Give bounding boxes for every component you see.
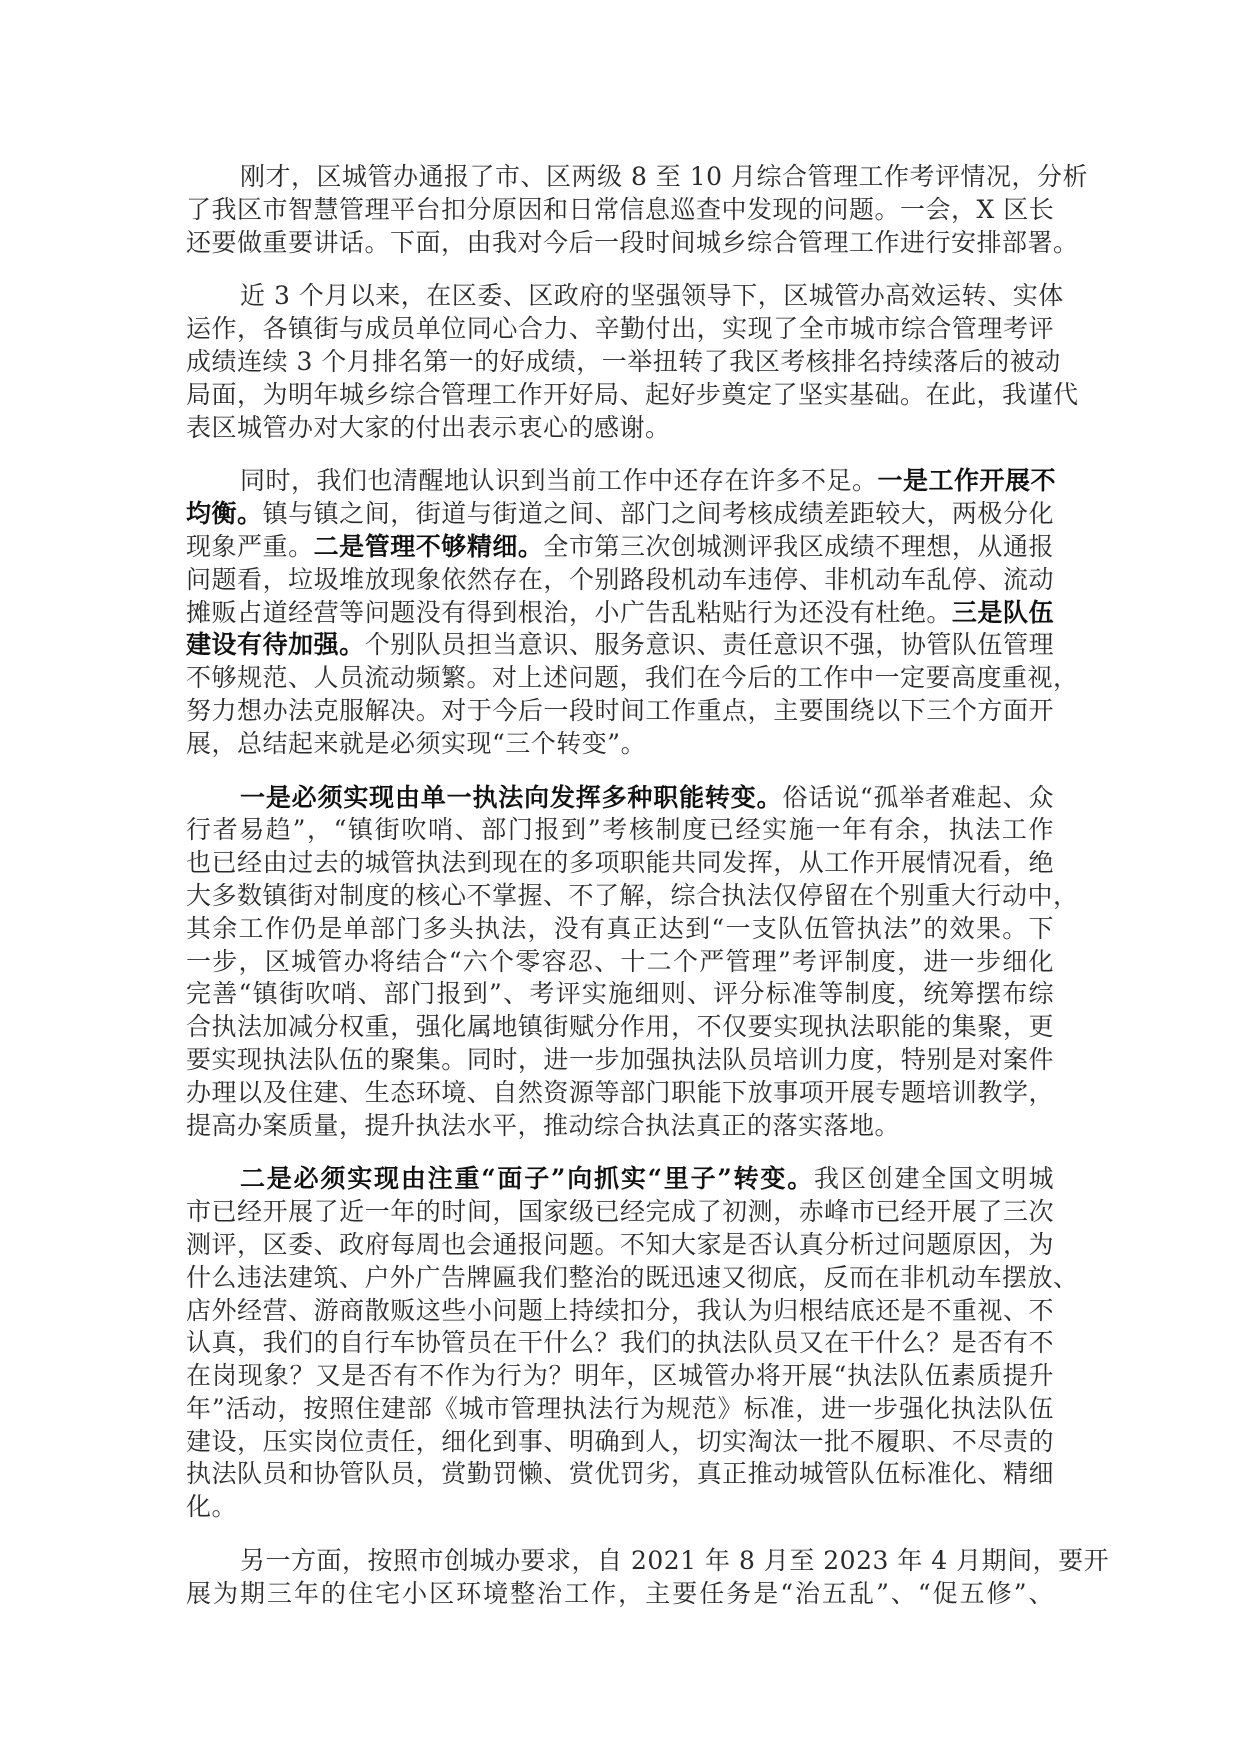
text-line (186, 465, 1057, 498)
text-line (186, 1545, 1110, 1578)
bold-heading-text: 三是队伍 (951, 597, 1054, 627)
body-text: 现象严重。 (186, 531, 314, 561)
paragraph (186, 1545, 1110, 1611)
text-line (186, 498, 1054, 531)
body-text: 表区城管办对大家的付出表示衷心的感谢。 (186, 412, 671, 442)
body-text: 另一方面，按照市创城办要求，自 2021 年 8 月至 2023 年 4 月期间，要开 (240, 1546, 1110, 1576)
body-text: 大多数镇街对制度的核心不掌握、不了解，综合执法仅停留在个别重大行动中， (186, 880, 1079, 910)
text-line (186, 978, 1054, 1011)
text-line (186, 346, 1061, 379)
text-line (186, 662, 1079, 695)
body-text: 执法队员和协管队员，赏勤罚懒、赏优罚劣，真正推动城管队伍标准化、精细 (186, 1459, 1054, 1489)
text-line (186, 913, 1054, 946)
body-text: 个别队员担当意识、服务意识、责任意识不强，协管队伍管理 (364, 630, 1054, 660)
paragraph (186, 465, 1079, 760)
bold-heading-text: 一是必须实现由单一执法向发挥多种职能转变。 (240, 782, 783, 812)
body-text: 我区创建全国文明城 (814, 1164, 1054, 1194)
text-line (186, 412, 1054, 445)
paragraph (186, 782, 1079, 1143)
bold-heading-text: 二是管理不够精细。 (313, 531, 544, 561)
text-line (186, 1360, 1054, 1393)
text-line (186, 1262, 1079, 1295)
body-text: 其余工作仍是单部门多头执法，没有真正达到“一支队伍管执法”的效果。下 (186, 913, 1054, 943)
text-line (186, 1295, 1054, 1328)
body-text: 不够规范、人员流动频繁。对上述问题，我们在今后的工作中一定要高度重视， (186, 663, 1079, 693)
body-text: 店外经营、游商散贩这些小问题上持续扣分，我认为归根结底还是不重视、不 (186, 1295, 1054, 1325)
text-line (186, 1196, 1054, 1229)
body-text: 刚才，区城管办通报了市、区两级 8 至 10 月综合管理工作考评情况，分析 (240, 162, 1089, 191)
body-text: 努力想办法克服解决。对于今后一段时间工作重点，主要围绕以下三个方面开 (186, 695, 1054, 725)
bold-heading-text: 二是必须实现由注重“面子”向抓实“里子”转变。 (240, 1164, 815, 1194)
body-text: 全市第三次创城测评我区成绩不理想，从通报 (543, 531, 1054, 561)
text-line (186, 313, 1054, 346)
body-text: 办理以及住建、生态环境、自然资源等部门职能下放事项开展专题培训教学， (186, 1077, 1054, 1107)
text-line (186, 1110, 1054, 1143)
body-text: 提高办案质量，提升执法水平，推动综合执法真正的落实落地。 (186, 1110, 901, 1140)
text-line (186, 1044, 1054, 1077)
body-text: 成绩连续 3 个月排名第一的好成绩，一举扭转了我区考核排名持续落后的被动 (186, 346, 1061, 376)
body-text: 化。 (186, 1492, 238, 1522)
text-line (186, 280, 1064, 313)
body-text: 近 3 个月以来，在区委、区政府的坚强领导下，区城管办高效运转、实体 (240, 281, 1064, 311)
body-text: 完善“镇街吹哨、部门报到”、考评实施细则、评分标准等制度，统筹摆布综 (186, 979, 1054, 1009)
paragraph (186, 280, 1079, 444)
text-line (186, 1578, 1054, 1611)
body-text: 摊贩占道经营等问题没有得到根治，小广告乱粘贴行为还没有杜绝。 (186, 597, 952, 627)
text-line (186, 880, 1079, 913)
text-line (186, 1393, 1054, 1426)
body-text: 要实现执法队伍的聚集。同时，进一步加强执法队员培训力度，特别是对案件 (186, 1044, 1054, 1074)
body-text: 俗话说“孤举者难起、众 (782, 782, 1054, 812)
document-page (186, 161, 1110, 1632)
text-line (186, 1426, 1054, 1459)
text-line (186, 629, 1054, 662)
body-text: 什么违法建筑、户外广告牌匾我们整治的既迅速又彻底，反而在非机动车摆放、 (186, 1262, 1079, 1292)
text-line (186, 1327, 1054, 1360)
bold-heading-text: 建设有待加强。 (186, 630, 365, 660)
bold-heading-text: 一是工作开展不 (877, 466, 1057, 496)
body-text: 局面，为明年城乡综合管理工作开好局、起好步奠定了坚实基础。在此，我谨代 (186, 379, 1079, 409)
body-text: 测评，区委、政府每周也会通报问题。不知大家是否认真分析过问题原因，为 (186, 1229, 1054, 1259)
text-line (186, 1163, 1054, 1196)
text-line (186, 946, 1054, 979)
body-text: 展为期三年的住宅小区环境整治工作，主要任务是“治五乱”、“促五修”、 (186, 1578, 1054, 1608)
body-text: 展，总结起来就是必须实现“三个转变”。 (186, 728, 647, 758)
body-text: 认真，我们的自行车协管员在干什么？我们的执法队员又在干什么？是否有不 (186, 1328, 1054, 1358)
body-text: 同时，我们也清醒地认识到当前工作中还存在许多不足。 (240, 466, 878, 496)
body-text: 市已经开展了近一年的时间，国家级已经完成了初测，赤峰市已经开展了三次 (186, 1197, 1054, 1227)
body-text: 合执法加减分权重，强化属地镇街赋分作用，不仅要实现执法职能的集聚，更 (186, 1012, 1054, 1042)
body-text: 运作，各镇街与成员单位同心合力、辛勤付出，实现了全市城市综合管理考评 (186, 314, 1054, 344)
body-text: 建设，压实岗位责任，细化到事、明确到人，切实淘汰一批不履职、不尽责的 (186, 1426, 1054, 1456)
body-text: 年”活动，按照住建部《城市管理执法行为规范》标准，进一步强化执法队伍 (186, 1393, 1054, 1423)
text-line (186, 695, 1054, 728)
text-line (186, 847, 1054, 880)
text-line (186, 782, 1054, 815)
text-line (186, 1011, 1054, 1044)
text-line (186, 597, 1054, 630)
body-text: 也已经由过去的城管执法到现在的多项职能共同发挥，从工作开展情况看，绝 (186, 848, 1054, 878)
paragraph (186, 1163, 1079, 1524)
text-line (186, 194, 1054, 227)
text-line (186, 161, 1089, 194)
text-line (186, 531, 1054, 564)
text-line (186, 227, 1079, 260)
text-line (186, 1458, 1054, 1491)
body-text: 还要做重要讲话。下面，由我对今后一段时间城乡综合管理工作进行安排部署。 (186, 227, 1079, 257)
body-text: 镇与镇之间，街道与街道之间、部门之间考核成绩差距较大，两极分化 (262, 499, 1054, 529)
body-text: 在岗现象？又是否有不作为行为？明年，区城管办将开展“执法队伍素质提升 (186, 1361, 1054, 1391)
text-line (186, 1491, 1054, 1524)
body-text: 了我区市智慧管理平台扣分原因和日常信息巡查中发现的问题。一会，X 区长 (186, 194, 1055, 224)
text-line (186, 728, 1054, 761)
body-text: 问题看，垃圾堆放现象依然存在，个别路段机动车违停、非机动车乱停、流动 (186, 564, 1054, 594)
text-line (186, 814, 1054, 847)
text-line (186, 379, 1079, 412)
text-line (186, 564, 1054, 597)
body-text: 行者易趋”，“镇街吹哨、部门报到”考核制度已经实施一年有余，执法工作 (186, 815, 1054, 845)
paragraph (186, 161, 1089, 259)
bold-heading-text: 均衡。 (186, 499, 263, 529)
text-line (186, 1077, 1054, 1110)
text-line (186, 1229, 1054, 1262)
body-text: 一步，区城管办将结合“六个零容忍、十二个严管理”考评制度，进一步细化 (186, 946, 1054, 976)
